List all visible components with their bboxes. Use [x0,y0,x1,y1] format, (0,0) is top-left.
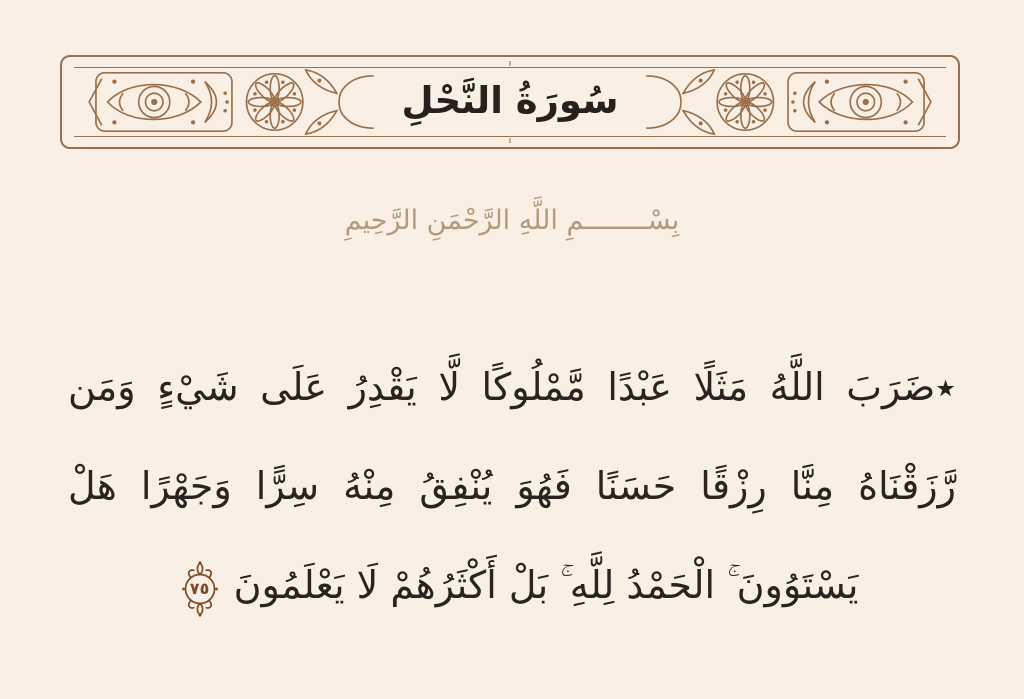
verse-line-3-text: يَسْتَوُونَ ۚ الْحَمْدُ لِلَّهِ ۚ بَلْ أَكْثَرُهُمْ لَا يَعْلَمُونَ [233,563,859,607]
ayah-number-medallion [176,559,224,617]
surah-header-frame [60,55,960,149]
header-ornament-left-eye-rosette-icon [74,68,386,136]
surah-header-inner-border [74,67,946,137]
frame-center-tick-top [509,61,511,66]
verse-line-3 [68,536,956,635]
bismillah-calligraphy: بِسْــــــــمِ اللَّهِ الرَّحْمَنِ الرَّحِيمِ [344,205,680,236]
surah-title: سُورَةُ النَّحْلِ [401,78,619,122]
verse-line-1-text: ضَرَبَ اللَّهُ مَثَلًا عَبْدًا مَّمْلُوكًا لَّا يَقْدِرُ عَلَى شَيْءٍ وَمَن [68,365,936,409]
surah-title-panel [386,68,634,136]
verse-line-2 [68,437,956,536]
verse-line-2-text: رَّزَقْنَاهُ مِنَّا رِزْقًا حَسَنًا فَهُوَ يُنْفِقُ مِنْهُ سِرًّا وَجَهْرًا هَلْ [68,464,956,508]
frame-center-tick-bottom [509,138,511,143]
verse-body [0,338,1024,635]
verse-line-1 [68,338,956,437]
hizb-marker: ٭ [935,365,956,409]
header-ornament-right-eye-rosette-icon [634,68,946,136]
ayah-number: ٧٥ [189,578,210,598]
